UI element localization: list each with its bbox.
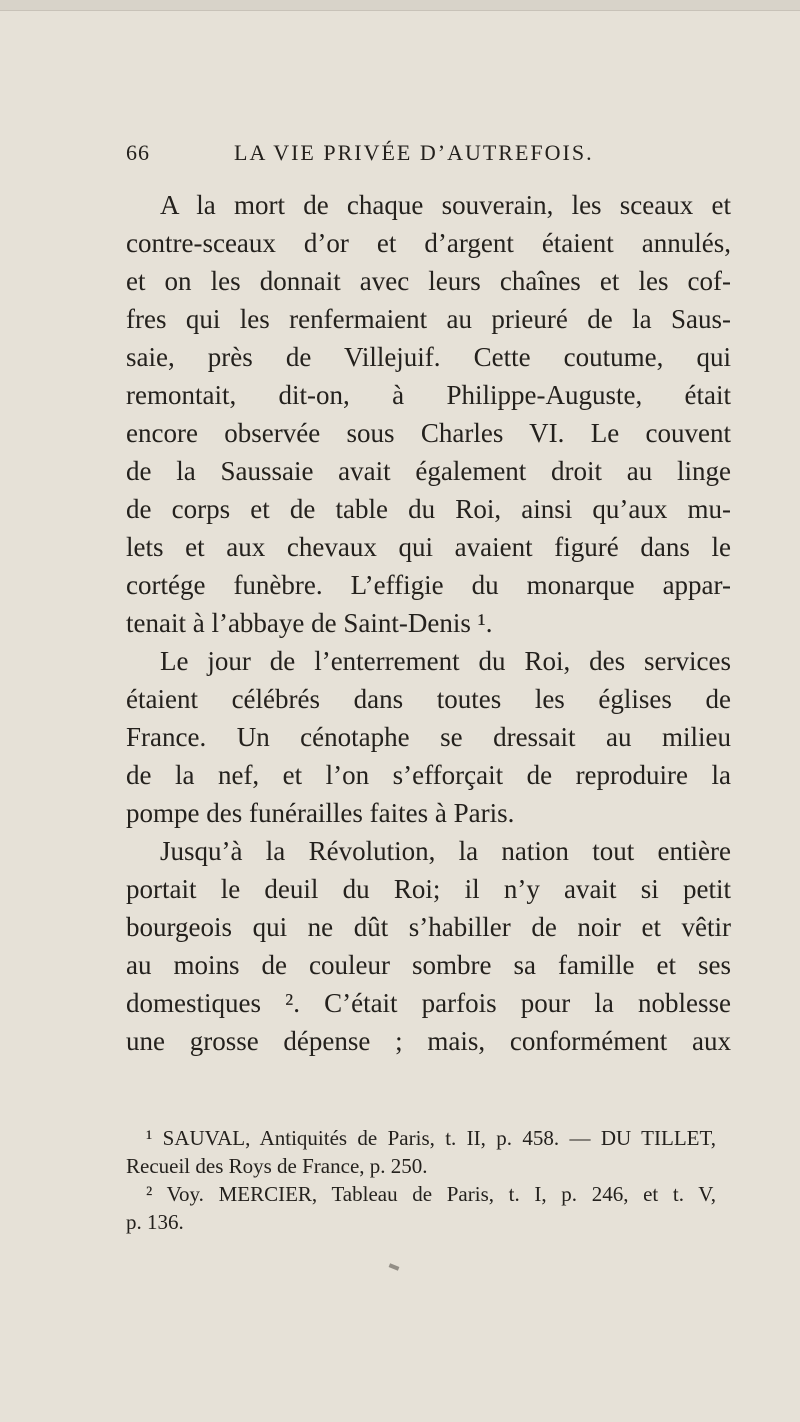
body-line: encore observée sous Charles VI. Le couvent	[126, 418, 731, 448]
footnote-line: Recueil des Roys de France, p. 250.	[126, 1154, 428, 1178]
page-header	[126, 140, 726, 170]
body-line: cortége funèbre. L’effigie du monarque appar-	[126, 570, 731, 600]
body-line: de la nef, et l’on s’efforçait de reproduire la	[126, 760, 731, 790]
body-line: contre-sceaux d’or et d’argent étaient annulés,	[126, 228, 731, 258]
body-line: Jusqu’à la Révolution, la nation tout entière	[160, 836, 731, 866]
body-text	[126, 186, 731, 1060]
body-line: France. Un cénotaphe se dressait au milieu	[126, 722, 731, 752]
page-number: 66	[126, 140, 150, 165]
body-line: de la Saussaie avait également droit au linge	[126, 456, 731, 486]
body-line: lets et aux chevaux qui avaient figuré dans le	[126, 532, 731, 562]
body-line: fres qui les renfermaient au prieuré de la Saus-	[126, 304, 731, 334]
body-line: au moins de couleur sombre sa famille et ses	[126, 950, 731, 980]
body-line: portait le deuil du Roi; il n’y avait si petit	[126, 874, 731, 904]
ink-mark	[389, 1263, 400, 1270]
footnote-line: p. 136.	[126, 1210, 184, 1234]
body-line: tenait à l’abbaye de Saint-Denis ¹.	[126, 608, 493, 638]
body-line: Le jour de l’enterrement du Roi, des services	[160, 646, 731, 676]
body-line: saie, près de Villejuif. Cette coutume, qui	[126, 342, 731, 372]
running-title: LA VIE PRIVÉE D’AUTREFOIS.	[234, 140, 594, 165]
body-line: A la mort de chaque souverain, les sceaux et	[160, 190, 731, 220]
body-line: et on les donnait avec leurs chaînes et les cof-	[126, 266, 731, 296]
footnote-line: ¹ SAUVAL, Antiquités de Paris, t. II, p. 458. — DU TILLET,	[146, 1126, 716, 1150]
body-line: étaient célébrés dans toutes les églises de	[126, 684, 731, 714]
footnote-line: ² Voy. MERCIER, Tableau de Paris, t. I, p. 246, et t. V,	[146, 1182, 716, 1206]
body-line: bourgeois qui ne dût s’habiller de noir et vêtir	[126, 912, 731, 942]
body-line: pompe des funérailles faites à Paris.	[126, 798, 515, 828]
body-line: de corps et de table du Roi, ainsi qu’aux mu-	[126, 494, 731, 524]
body-line: une grosse dépense ; mais, conformément aux	[126, 1026, 731, 1056]
body-line: domestiques ². C’était parfois pour la noblesse	[126, 988, 731, 1018]
body-line: remontait, dit-on, à Philippe-Auguste, était	[126, 380, 731, 410]
footnotes	[126, 1124, 716, 1236]
page-top-edge	[0, 0, 800, 11]
